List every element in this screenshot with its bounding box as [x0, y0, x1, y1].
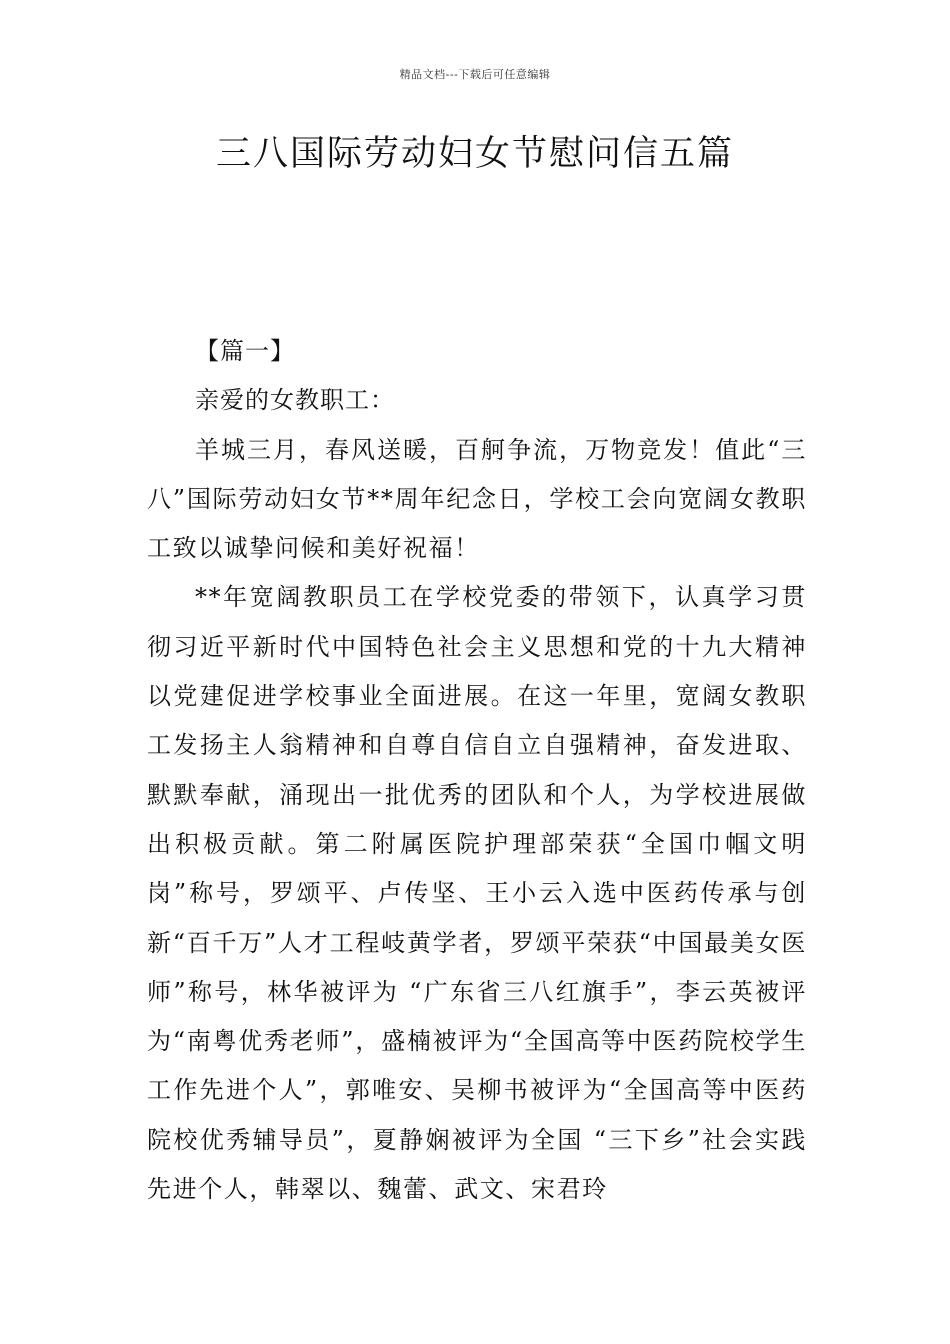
paragraph-1: 羊城三月，春风送暖，百舸争流，万物竞发！值此“三八”国际劳动妇女节**周年纪念日，学校工会向宽阔女教职工致以诚挚问候和美好祝福！: [147, 435, 807, 563]
document-body: [147, 327, 807, 1214]
header-note: 精品文档---下载后可任意编辑: [399, 68, 551, 81]
salutation: 亲爱的女教职工：: [195, 386, 395, 415]
section-label: 【篇一】: [195, 337, 295, 365]
document-title: 三八国际劳动妇女节慰问信五篇: [215, 134, 734, 174]
paragraph-2: **年宽阔教职员工在学校党委的带领下，认真学习贯彻习近平新时代中国特色社会主义思想和党的十九大精神以党建促进学校事业全面进展。在这一年里，宽阔女教职工发扬主人翁精神和自尊自信自立自强精神，奋发进取、默默奉献，涌现出一批优秀的团队和个人，为学校进展做出积极贡献。第二附属医院护理部荣获“全国巾帼文明岗”称号，罗颂平、卢传坚、王小云入选中医药传承与创新“百千万”人才工程岐黄学者，罗颂平荣获“中国最美女医师”称号，林华被评为 “广东省三八红旗手”，李云英被评为“南粤优秀老师”，盛楠被评为“全国高等中医药院校学生工作先进个人”，郭唯安、吴柳书被评为“全国高等中医药院校优秀辅导员”，夏静娴被评为全国 “三下乡”社会实践先进个人，韩翠以、魏蕾、武文、宋君玲: [147, 583, 807, 1204]
